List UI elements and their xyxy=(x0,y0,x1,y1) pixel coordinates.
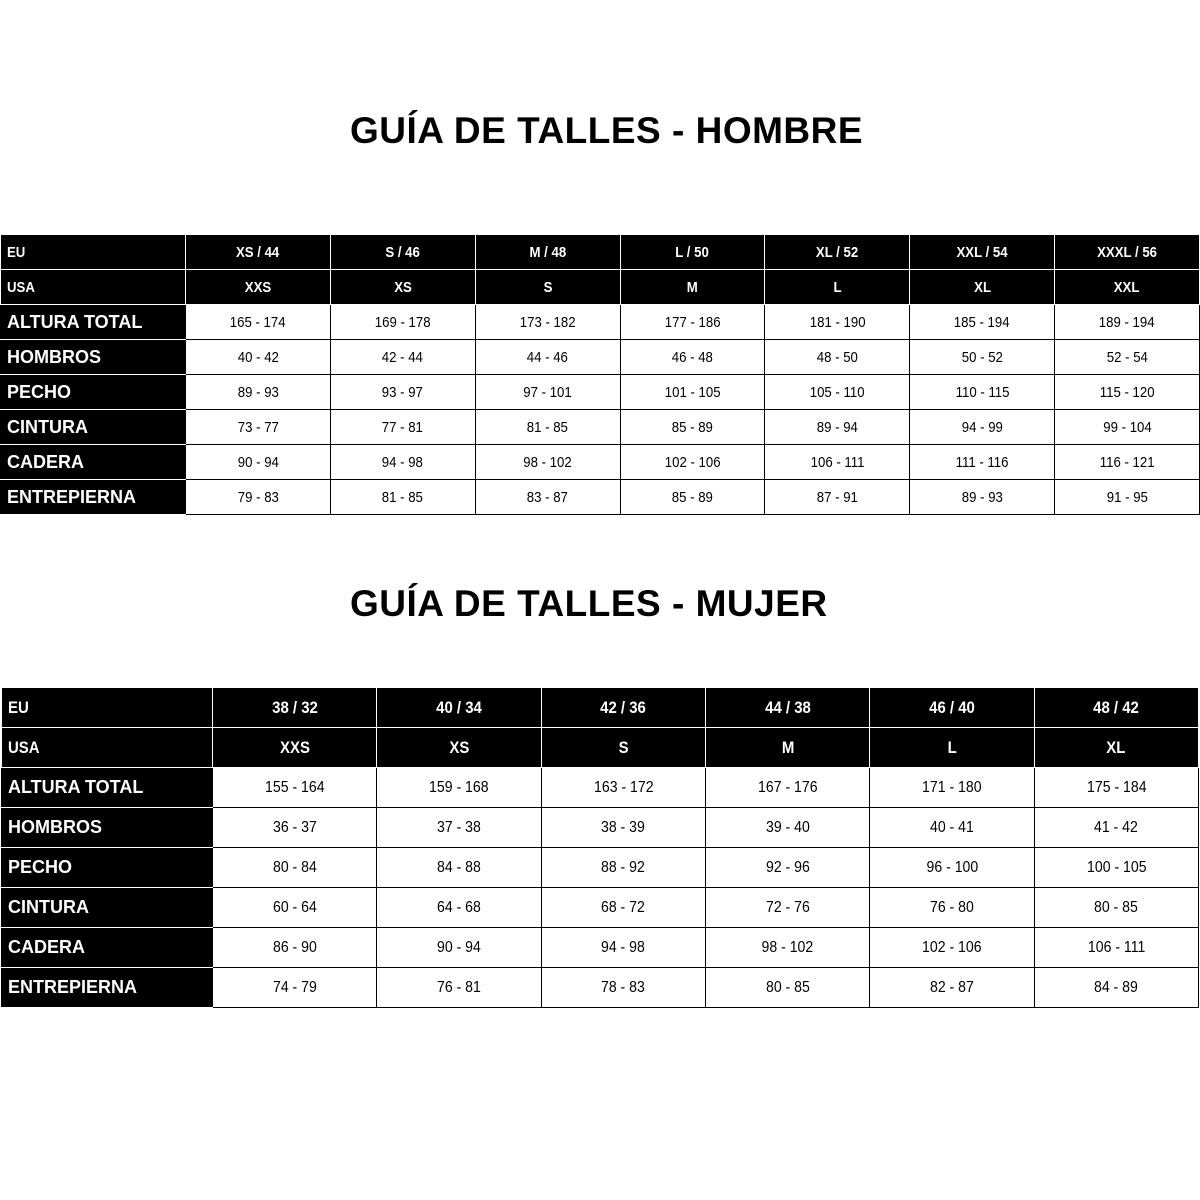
row-label: PECHO xyxy=(2,848,213,888)
measurement-cell: 99 - 104 xyxy=(1055,410,1200,445)
row-label: HOMBROS xyxy=(1,340,186,375)
measurement-cell: 79 - 83 xyxy=(186,480,331,515)
measurement-cell: 74 - 79 xyxy=(213,968,377,1008)
measurement-cell: 159 - 168 xyxy=(377,768,541,808)
row-label: ENTREPIERNA xyxy=(2,968,213,1008)
measurement-cell: 76 - 81 xyxy=(377,968,541,1008)
size-header-cell: XXL xyxy=(1055,270,1200,305)
header-row-usa xyxy=(2,728,1199,768)
measurement-cell: 48 - 50 xyxy=(765,340,910,375)
measurement-cell: 90 - 94 xyxy=(377,928,541,968)
measurement-cell: 165 - 174 xyxy=(186,305,331,340)
size-header-cell: L xyxy=(870,728,1034,768)
measurement-cell: 78 - 83 xyxy=(541,968,705,1008)
measurement-cell: 94 - 99 xyxy=(910,410,1055,445)
row-label: ALTURA TOTAL xyxy=(1,305,186,340)
measurement-cell: 52 - 54 xyxy=(1055,340,1200,375)
size-table-hombre xyxy=(0,234,1200,515)
measurement-cell: 72 - 76 xyxy=(705,888,869,928)
measurement-row xyxy=(2,968,1199,1008)
measurement-cell: 39 - 40 xyxy=(705,808,869,848)
measurement-row xyxy=(2,848,1199,888)
measurement-cell: 42 - 44 xyxy=(330,340,475,375)
measurement-row xyxy=(1,375,1200,410)
size-header-cell: XXS xyxy=(186,270,331,305)
row-label: CADERA xyxy=(2,928,213,968)
measurement-cell: 89 - 93 xyxy=(910,480,1055,515)
row-label: CINTURA xyxy=(1,410,186,445)
measurement-cell: 41 - 42 xyxy=(1034,808,1198,848)
size-header-cell: XL xyxy=(910,270,1055,305)
measurement-row xyxy=(2,928,1199,968)
measurement-cell: 37 - 38 xyxy=(377,808,541,848)
measurement-cell: 76 - 80 xyxy=(870,888,1034,928)
measurement-cell: 40 - 41 xyxy=(870,808,1034,848)
measurement-cell: 64 - 68 xyxy=(377,888,541,928)
size-table-mujer xyxy=(1,687,1199,1008)
size-header-cell: M / 48 xyxy=(475,235,620,270)
measurement-cell: 102 - 106 xyxy=(870,928,1034,968)
measurement-cell: 46 - 48 xyxy=(620,340,765,375)
measurement-cell: 90 - 94 xyxy=(186,445,331,480)
size-header-cell: 48 / 42 xyxy=(1034,688,1198,728)
measurement-cell: 91 - 95 xyxy=(1055,480,1200,515)
row-label: PECHO xyxy=(1,375,186,410)
row-label: CINTURA xyxy=(2,888,213,928)
measurement-cell: 40 - 42 xyxy=(186,340,331,375)
measurement-cell: 98 - 102 xyxy=(475,445,620,480)
size-header-cell: M xyxy=(620,270,765,305)
measurement-cell: 44 - 46 xyxy=(475,340,620,375)
measurement-cell: 177 - 186 xyxy=(620,305,765,340)
size-header-cell: 40 / 34 xyxy=(377,688,541,728)
title-hombre: GUÍA DE TALLES - HOMBRE xyxy=(350,110,864,151)
size-header-cell: XXL / 54 xyxy=(910,235,1055,270)
title-mujer: GUÍA DE TALLES - MUJER xyxy=(350,583,828,624)
measurement-row xyxy=(1,340,1200,375)
measurement-cell: 86 - 90 xyxy=(213,928,377,968)
measurement-cell: 116 - 121 xyxy=(1055,445,1200,480)
measurement-cell: 102 - 106 xyxy=(620,445,765,480)
measurement-cell: 171 - 180 xyxy=(870,768,1034,808)
size-header-cell: L xyxy=(765,270,910,305)
measurement-cell: 96 - 100 xyxy=(870,848,1034,888)
measurement-row xyxy=(1,445,1200,480)
row-label: USA xyxy=(1,270,186,305)
measurement-cell: 38 - 39 xyxy=(541,808,705,848)
measurement-cell: 163 - 172 xyxy=(541,768,705,808)
measurement-cell: 84 - 88 xyxy=(377,848,541,888)
measurement-cell: 97 - 101 xyxy=(475,375,620,410)
measurement-cell: 68 - 72 xyxy=(541,888,705,928)
measurement-cell: 155 - 164 xyxy=(213,768,377,808)
measurement-cell: 100 - 105 xyxy=(1034,848,1198,888)
measurement-cell: 88 - 92 xyxy=(541,848,705,888)
measurement-cell: 89 - 94 xyxy=(765,410,910,445)
measurement-cell: 167 - 176 xyxy=(705,768,869,808)
row-label: USA xyxy=(2,728,213,768)
size-header-cell: 42 / 36 xyxy=(541,688,705,728)
row-label: CADERA xyxy=(1,445,186,480)
measurement-cell: 80 - 85 xyxy=(1034,888,1198,928)
row-label: ALTURA TOTAL xyxy=(2,768,213,808)
measurement-cell: 89 - 93 xyxy=(186,375,331,410)
header-row-usa xyxy=(1,270,1200,305)
measurement-cell: 77 - 81 xyxy=(330,410,475,445)
measurement-cell: 93 - 97 xyxy=(330,375,475,410)
measurement-cell: 173 - 182 xyxy=(475,305,620,340)
measurement-cell: 73 - 77 xyxy=(186,410,331,445)
measurement-row xyxy=(2,808,1199,848)
measurement-cell: 101 - 105 xyxy=(620,375,765,410)
size-header-cell: XXS xyxy=(213,728,377,768)
measurement-cell: 189 - 194 xyxy=(1055,305,1200,340)
size-header-cell: XS xyxy=(377,728,541,768)
measurement-cell: 60 - 64 xyxy=(213,888,377,928)
measurement-cell: 36 - 37 xyxy=(213,808,377,848)
size-header-cell: M xyxy=(705,728,869,768)
measurement-cell: 115 - 120 xyxy=(1055,375,1200,410)
size-header-cell: XL xyxy=(1034,728,1198,768)
size-header-cell: XS xyxy=(330,270,475,305)
measurement-cell: 82 - 87 xyxy=(870,968,1034,1008)
size-header-cell: S / 46 xyxy=(330,235,475,270)
measurement-row xyxy=(1,410,1200,445)
measurement-cell: 87 - 91 xyxy=(765,480,910,515)
measurement-row xyxy=(2,888,1199,928)
measurement-row xyxy=(1,305,1200,340)
measurement-cell: 85 - 89 xyxy=(620,480,765,515)
measurement-cell: 80 - 85 xyxy=(705,968,869,1008)
size-header-cell: XXXL / 56 xyxy=(1055,235,1200,270)
row-label: HOMBROS xyxy=(2,808,213,848)
measurement-cell: 169 - 178 xyxy=(330,305,475,340)
row-label: EU xyxy=(2,688,213,728)
measurement-cell: 94 - 98 xyxy=(330,445,475,480)
size-header-cell: 38 / 32 xyxy=(213,688,377,728)
measurement-cell: 81 - 85 xyxy=(475,410,620,445)
measurement-cell: 84 - 89 xyxy=(1034,968,1198,1008)
measurement-row xyxy=(1,480,1200,515)
header-row-eu xyxy=(2,688,1199,728)
size-header-cell: 46 / 40 xyxy=(870,688,1034,728)
row-label: ENTREPIERNA xyxy=(1,480,186,515)
measurement-cell: 98 - 102 xyxy=(705,928,869,968)
size-header-cell: XL / 52 xyxy=(765,235,910,270)
size-header-cell: XS / 44 xyxy=(186,235,331,270)
measurement-cell: 106 - 111 xyxy=(1034,928,1198,968)
measurement-cell: 175 - 184 xyxy=(1034,768,1198,808)
measurement-cell: 111 - 116 xyxy=(910,445,1055,480)
measurement-cell: 185 - 194 xyxy=(910,305,1055,340)
size-header-cell: L / 50 xyxy=(620,235,765,270)
size-header-cell: S xyxy=(475,270,620,305)
measurement-cell: 94 - 98 xyxy=(541,928,705,968)
measurement-cell: 92 - 96 xyxy=(705,848,869,888)
measurement-cell: 50 - 52 xyxy=(910,340,1055,375)
size-header-cell: S xyxy=(541,728,705,768)
measurement-cell: 105 - 110 xyxy=(765,375,910,410)
row-label: EU xyxy=(1,235,186,270)
measurement-cell: 83 - 87 xyxy=(475,480,620,515)
measurement-cell: 80 - 84 xyxy=(213,848,377,888)
measurement-cell: 106 - 111 xyxy=(765,445,910,480)
size-header-cell: 44 / 38 xyxy=(705,688,869,728)
measurement-cell: 181 - 190 xyxy=(765,305,910,340)
measurement-cell: 85 - 89 xyxy=(620,410,765,445)
measurement-row xyxy=(2,768,1199,808)
measurement-cell: 110 - 115 xyxy=(910,375,1055,410)
header-row-eu xyxy=(1,235,1200,270)
measurement-cell: 81 - 85 xyxy=(330,480,475,515)
